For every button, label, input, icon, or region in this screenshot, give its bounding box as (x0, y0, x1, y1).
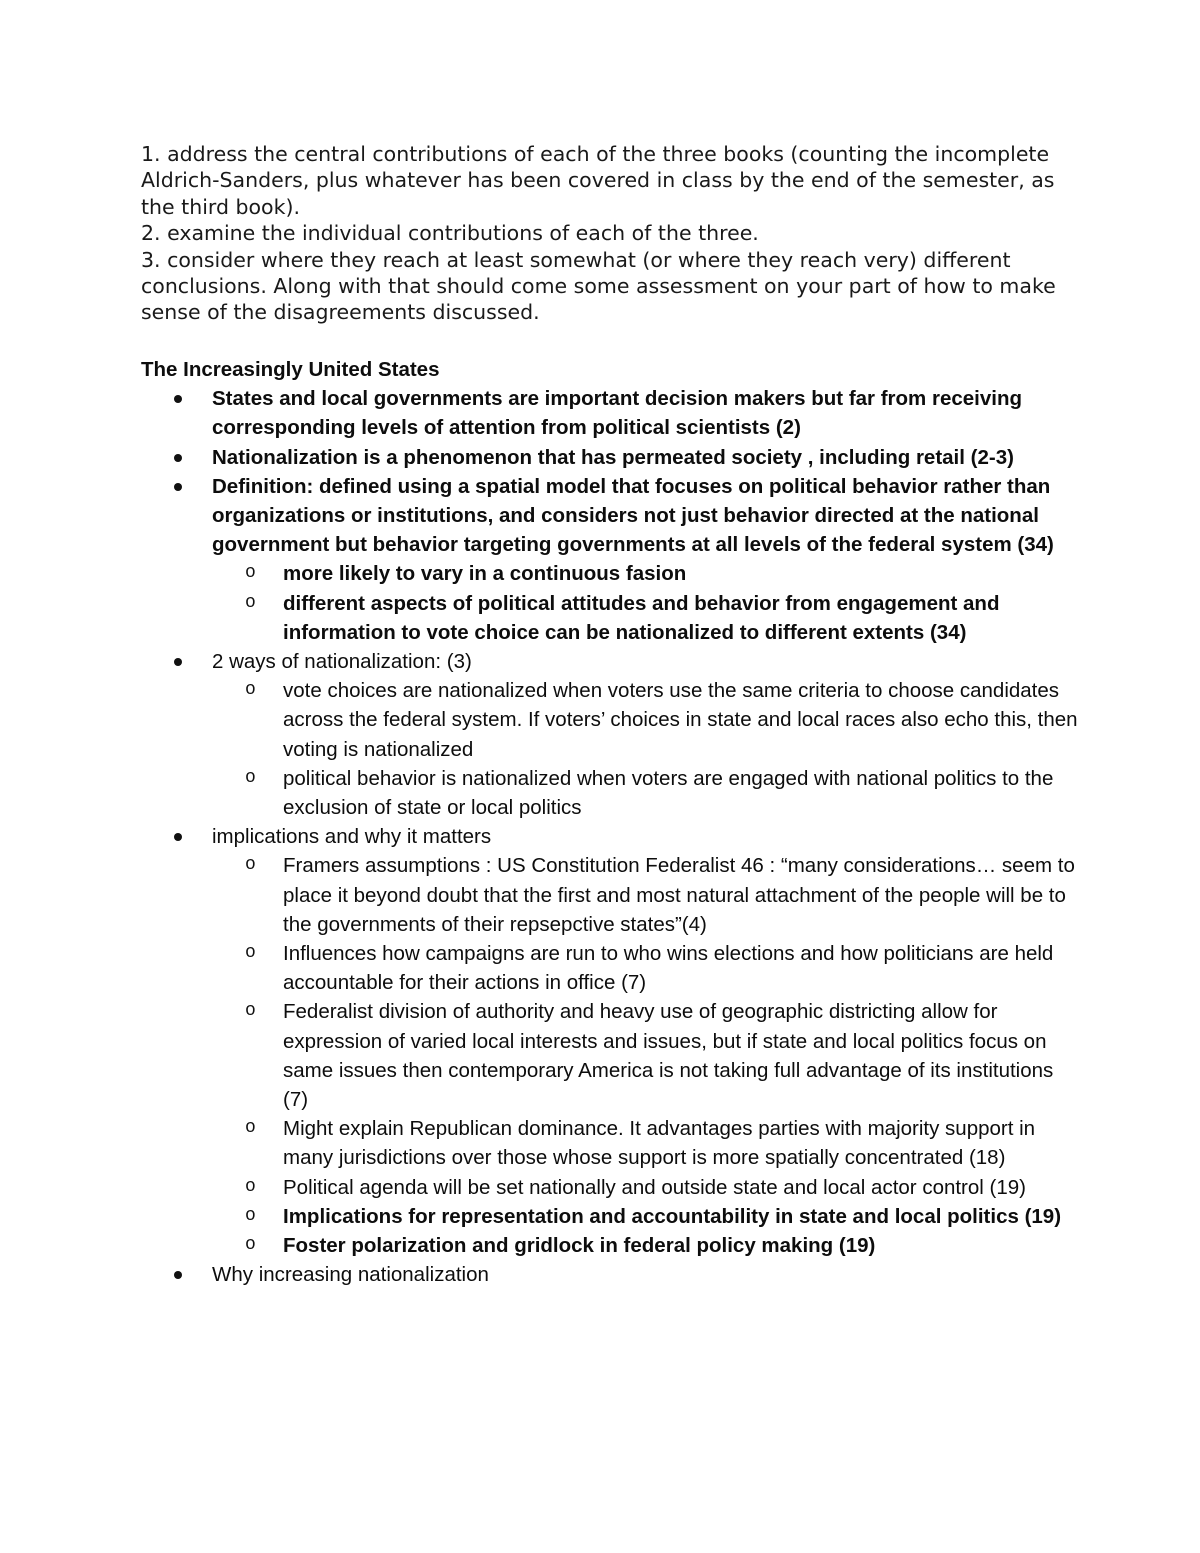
list-item (141, 822, 1081, 1260)
list-item (141, 443, 1081, 472)
list-item-text: 2 ways of nationalization: (3) (212, 650, 472, 674)
section-title: The Increasingly United States (141, 358, 440, 381)
instruction-item-1: 1. address the central contributions of each of the three books (counting the incomplete Aldrich-Sanders, plus whatever has been covered in class by the end of the semester, as the third book). (141, 142, 1055, 219)
assignment-instructions (141, 141, 1071, 326)
bullet-circle-icon: o (245, 1118, 256, 1139)
sub-list-item-text: Implications for representation and accountability in state and local politics (19) (283, 1204, 1062, 1228)
bullet-circle-icon: o (245, 563, 256, 584)
sub-list-item-text: Federalist division of authority and heavy use of geographic districting allow for expression of varied local interests and issues, but if state and local politics focus on same issues then contemporary America is not taking full advantage of its institutions (7) (283, 1000, 1054, 1112)
sub-list-item-text: political behavior is nationalized when voters are engaged with national politics to the exclusion of state or local politics (283, 766, 1054, 820)
sub-list-item-text: Influences how campaigns are run to who wins elections and how politicians are held accountable for their actions in office (7) (283, 942, 1054, 995)
bullet-circle-icon: o (245, 1205, 256, 1226)
bullet-circle-icon: o (245, 1176, 256, 1197)
sub-list-item-text: Framers assumptions : US Constitution Federalist 46 : “many considerations… seem to place it beyond doubt that the first and most natural attachment of the people will be to the governments of their repsepctive states”(4) (283, 854, 1075, 936)
sub-list-item-text: vote choices are nationalized when voters use the same criteria to choose candidates across the federal system. If voters’ choices in state and local races also echo this, then voting is nationalized (283, 679, 1078, 761)
bullet-dot-icon (174, 833, 182, 841)
list-item (141, 647, 1081, 822)
sub-list-item (212, 589, 1081, 647)
sub-list-item-text: Might explain Republican dominance. It advantages parties with majority support in many jurisdictions over those whose support is more spatially concentrated (18) (283, 1117, 1036, 1170)
bullet-circle-icon: o (245, 767, 256, 788)
notes-section (141, 355, 1081, 1290)
list-item-text: Definition: defined using a spatial model that focuses on political behavior rather than organizations or institutions, and considers not just behavior directed at the national government but behavior targeting governments at all levels of the federal system (34) (212, 474, 1054, 557)
bullet-circle-icon: o (245, 1001, 256, 1022)
bullet-dot-icon (174, 454, 182, 462)
sub-list-item (212, 559, 1081, 588)
sub-list-item-text: more likely to vary in a continuous fasion (283, 562, 687, 586)
sub-list-item (212, 1231, 1081, 1260)
list-item-text: States and local governments are important decision makers but far from receiving corresponding levels of attention from political scientists (2) (212, 387, 1022, 440)
bullet-dot-icon (174, 395, 182, 403)
sub-list (212, 676, 1081, 822)
list-item-text: Nationalization is a phenomenon that has permeated society , including retail (2-3) (212, 445, 1014, 469)
instruction-item-3: 3. consider where they reach at least somewhat (or where they reach very) different conclusions. Along with that should come some assessment on your part of how to make sense of the disagreements discussed. (141, 247, 1056, 325)
instruction-item-2: 2. examine the individual contributions of each of the three. (141, 221, 759, 246)
sub-list-item (212, 1114, 1081, 1172)
bullet-list (141, 384, 1081, 1289)
sub-list-item-text: Foster polarization and gridlock in federal policy making (19) (283, 1234, 876, 1258)
bullet-circle-icon: o (245, 680, 256, 701)
sub-list-item (212, 764, 1081, 822)
bullet-circle-icon: o (245, 855, 256, 876)
sub-list-item-text: different aspects of political attitudes and behavior from engagement and information to vote choice can be nationalized to different extents (34) (283, 591, 1000, 644)
list-item-text: implications and why it matters (212, 825, 492, 849)
sub-list-item (212, 939, 1081, 997)
list-item (141, 1260, 1081, 1289)
bullet-circle-icon: o (245, 1235, 256, 1256)
bullet-dot-icon (174, 658, 182, 666)
sub-list (212, 559, 1081, 647)
bullet-dot-icon (174, 1271, 182, 1279)
sub-list (212, 851, 1081, 1260)
sub-list-item (212, 676, 1081, 764)
sub-list-item (212, 997, 1081, 1114)
list-item (141, 472, 1081, 647)
bullet-circle-icon: o (245, 592, 256, 613)
sub-list-item (212, 1202, 1081, 1231)
sub-list-item-text: Political agenda will be set nationally and outside state and local actor control (19) (283, 1175, 1026, 1199)
list-item-text: Why increasing nationalization (212, 1263, 489, 1287)
bullet-circle-icon: o (245, 943, 256, 964)
bullet-dot-icon (174, 483, 182, 491)
sub-list-item (212, 1173, 1081, 1202)
sub-list-item (212, 851, 1081, 939)
list-item (141, 384, 1081, 442)
